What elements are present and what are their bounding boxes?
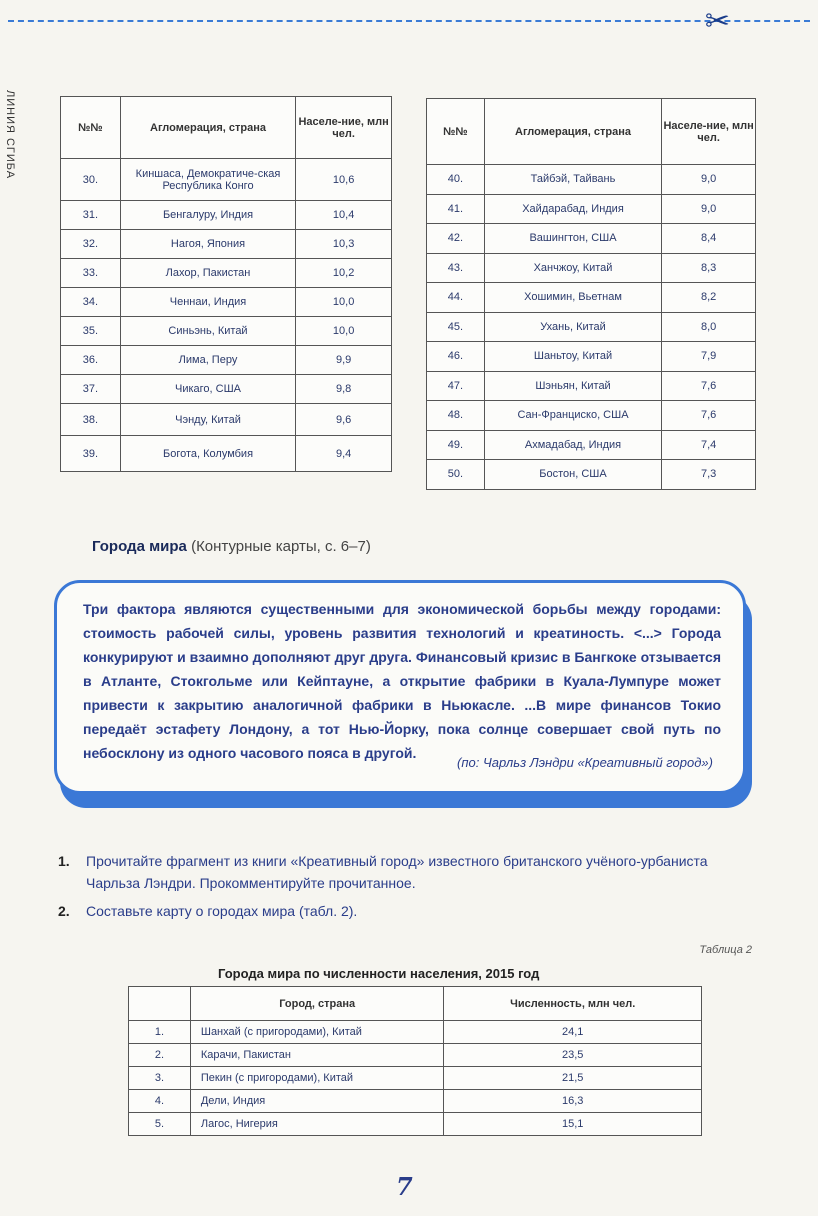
table-row [129, 1067, 702, 1090]
population-value: 10,6 [296, 159, 392, 201]
row-number: 1. [129, 1021, 191, 1044]
table-row [427, 194, 756, 224]
row-number: 34. [61, 288, 121, 317]
population-value: 23,5 [444, 1044, 702, 1067]
city-name: Тайбэй, Тайвань [484, 165, 661, 195]
row-number: 32. [61, 230, 121, 259]
city-name: Карачи, Пакистан [190, 1044, 444, 1067]
population-value: 16,3 [444, 1090, 702, 1113]
row-number: 3. [129, 1067, 191, 1090]
col-agglomeration: Агломерация, страна [120, 97, 295, 159]
city-name: Бостон, США [484, 460, 661, 490]
population-value: 8,3 [662, 253, 756, 283]
table-row [427, 430, 756, 460]
city-name: Ханчжоу, Китай [484, 253, 661, 283]
cut-line [8, 20, 810, 22]
row-number: 49. [427, 430, 485, 460]
population-value: 8,0 [662, 312, 756, 342]
agglomeration-table-right [426, 98, 756, 490]
population-value: 7,3 [662, 460, 756, 490]
table-row [61, 159, 392, 201]
table-title: Города мира по численности населения, 2015 год [218, 966, 540, 981]
city-name: Ахмадабад, Индия [484, 430, 661, 460]
scissors-icon: ✂ [704, 4, 730, 39]
city-name: Хайдарабад, Индия [484, 194, 661, 224]
population-value: 7,6 [662, 401, 756, 431]
task-text: Составьте карту о городах мира (табл. 2). [86, 903, 358, 919]
row-number: 45. [427, 312, 485, 342]
table-row [61, 288, 392, 317]
table-row [427, 283, 756, 313]
city-name: Шэньян, Китай [484, 371, 661, 401]
city-name: Бенгалуру, Индия [120, 201, 295, 230]
row-number: 50. [427, 460, 485, 490]
table-row [427, 460, 756, 490]
row-number: 2. [129, 1044, 191, 1067]
section-title-ref: (Контурные карты, с. 6–7) [191, 538, 371, 555]
table-row [61, 259, 392, 288]
row-number: 37. [61, 375, 121, 404]
city-name: Ченнаи, Индия [120, 288, 295, 317]
col-number: №№ [427, 99, 485, 165]
population-value: 8,4 [662, 224, 756, 254]
table-row [427, 224, 756, 254]
city-name: Нагоя, Япония [120, 230, 295, 259]
table-row [61, 375, 392, 404]
table-row [129, 1113, 702, 1136]
population-value: 7,4 [662, 430, 756, 460]
row-number: 43. [427, 253, 485, 283]
city-name: Синьэнь, Китай [120, 317, 295, 346]
row-number: 40. [427, 165, 485, 195]
city-name: Лима, Перу [120, 346, 295, 375]
city-name: Шаньтоу, Китай [484, 342, 661, 372]
table-row [129, 1021, 702, 1044]
task-1 [58, 850, 758, 894]
quote-source: (по: Чарльз Лэндри «Креативный город») [457, 755, 713, 770]
table-row [427, 312, 756, 342]
table-row [427, 253, 756, 283]
row-number: 38. [61, 404, 121, 436]
row-number: 36. [61, 346, 121, 375]
task-2 [58, 900, 357, 922]
row-number: 31. [61, 201, 121, 230]
population-value: 9,4 [296, 436, 392, 472]
population-value: 10,0 [296, 317, 392, 346]
quote-box [54, 580, 746, 794]
col-population: Населе-ние, млн чел. [296, 97, 392, 159]
population-value: 24,1 [444, 1021, 702, 1044]
table-row [427, 342, 756, 372]
section-title [92, 538, 371, 555]
row-number: 33. [61, 259, 121, 288]
population-value: 10,4 [296, 201, 392, 230]
population-value: 8,2 [662, 283, 756, 313]
population-value: 7,6 [662, 371, 756, 401]
col-population: Населе-ние, млн чел. [662, 99, 756, 165]
city-name: Дели, Индия [190, 1090, 444, 1113]
table-row [61, 230, 392, 259]
population-value: 9,6 [296, 404, 392, 436]
task-text: Прочитайте фрагмент из книги «Креативный город» известного британского учёного-урбаниста Чарльза Лэндри. Прокомментируйте прочитанное. [86, 853, 708, 891]
city-name: Чикаго, США [120, 375, 295, 404]
population-value: 15,1 [444, 1113, 702, 1136]
city-name: Шанхай (с пригородами), Китай [190, 1021, 444, 1044]
fold-line-label: ЛИНИЯ СГИБА [4, 90, 16, 180]
row-number: 48. [427, 401, 485, 431]
row-number: 35. [61, 317, 121, 346]
city-name: Лахор, Пакистан [120, 259, 295, 288]
table-row [427, 165, 756, 195]
row-number: 47. [427, 371, 485, 401]
row-number: 5. [129, 1113, 191, 1136]
table-row [61, 317, 392, 346]
population-value: 9,0 [662, 194, 756, 224]
population-value: 10,3 [296, 230, 392, 259]
table-row [61, 404, 392, 436]
table-row [61, 346, 392, 375]
table-row [427, 371, 756, 401]
population-value: 10,2 [296, 259, 392, 288]
city-name: Лагос, Нигерия [190, 1113, 444, 1136]
col-number [129, 987, 191, 1021]
col-number: №№ [61, 97, 121, 159]
population-value: 9,8 [296, 375, 392, 404]
col-city: Город, страна [190, 987, 444, 1021]
city-name: Хошимин, Вьетнам [484, 283, 661, 313]
population-value: 9,9 [296, 346, 392, 375]
section-title-bold: Города мира [92, 538, 187, 555]
city-name: Богота, Колумбия [120, 436, 295, 472]
page-number: 7 [396, 1172, 413, 1201]
city-name: Чэнду, Китай [120, 404, 295, 436]
population-value: 21,5 [444, 1067, 702, 1090]
task-number: 2. [58, 903, 70, 919]
table-caption-note: Таблица 2 [699, 944, 752, 956]
city-name: Ухань, Китай [484, 312, 661, 342]
row-number: 44. [427, 283, 485, 313]
population-value: 10,0 [296, 288, 392, 317]
world-cities-table [128, 986, 702, 1136]
row-number: 30. [61, 159, 121, 201]
table-row [61, 436, 392, 472]
row-number: 46. [427, 342, 485, 372]
row-number: 39. [61, 436, 121, 472]
population-value: 7,9 [662, 342, 756, 372]
task-number: 1. [58, 853, 70, 869]
city-name: Киншаса, Демократиче-ская Республика Конго [120, 159, 295, 201]
city-name: Сан-Франциско, США [484, 401, 661, 431]
agglomeration-table-left [60, 96, 392, 472]
row-number: 4. [129, 1090, 191, 1113]
table-row [129, 1044, 702, 1067]
city-name: Вашингтон, США [484, 224, 661, 254]
col-population: Численность, млн чел. [444, 987, 702, 1021]
city-name: Пекин (с пригородами), Китай [190, 1067, 444, 1090]
table-row [427, 401, 756, 431]
quote-text: Три фактора являются существенными для экономической борьбы между городами: стоимость рабочей силы, уровень развития технологий и креатиность. <...> Города конкурируют и взаимно дополняют друг друга. Финансовый кризис в Бангкоке отзывается в Атланте, Стокгольме или Кейптауне, а открытие фабрики в Куала-Лумпуре может привести к закрытию аналогичной фабрики в Ньюкасле. ...В мире финансов Токио передаёт эстафету Лондону, а тот Нью-Йорку, пока солнце совершает свой путь по небосклону из одного часового пояса в другой. [83, 601, 721, 761]
row-number: 41. [427, 194, 485, 224]
row-number: 42. [427, 224, 485, 254]
col-agglomeration: Агломерация, страна [484, 99, 661, 165]
population-value: 9,0 [662, 165, 756, 195]
table-row [61, 201, 392, 230]
table-row [129, 1090, 702, 1113]
